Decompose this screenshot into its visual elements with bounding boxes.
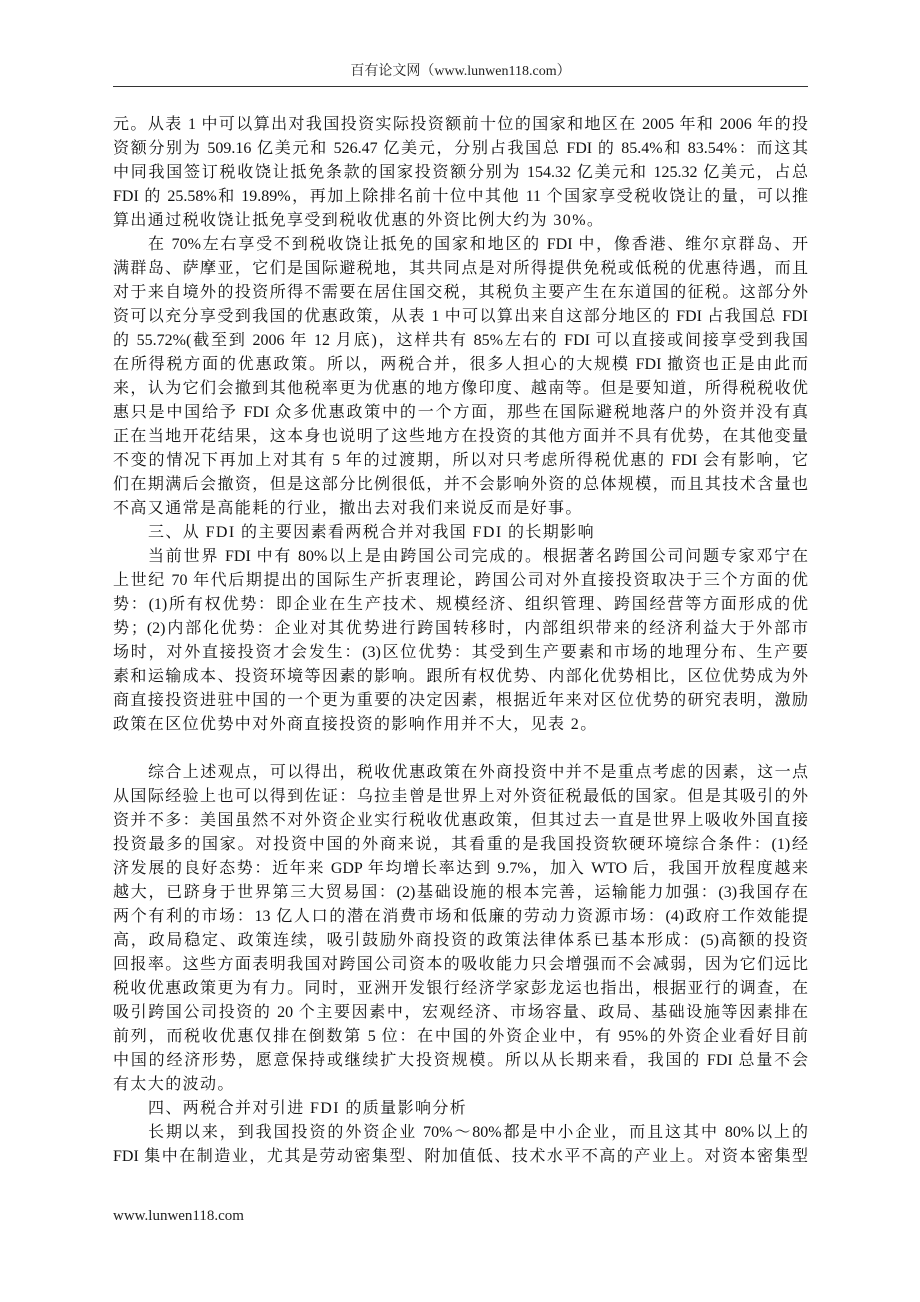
section-heading-3: 三、从 FDI 的主要因素看两税合并对我国 FDI 的长期影响	[148, 524, 595, 541]
text-line: 两个有利的市场：13 亿人口的潜在消费市场和低廉的劳动力资源市场：(4)政府工作效能提	[113, 908, 808, 925]
text-line: 前列，而税收优惠仅排在倒数第 5 位：在中国的外资企业中，有 95%的外资企业看好目前	[113, 1028, 808, 1045]
text-line: 综合上述观点，可以得出，税收优惠政策在外商投资中并不是重点考虑的因素，这一点	[148, 764, 808, 781]
text-line: 在 70%左右享受不到税收饶让抵免的国家和地区的 FDI 中，像香港、维尔京群岛、开	[148, 236, 808, 253]
text-line: 资额分别为 509.16 亿美元和 526.47 亿美元，分别占我国总 FDI 的 85.4%和 83.54%：而这其	[113, 140, 808, 157]
text-line: FDI 集中在制造业，尤其是劳动密集型、附加值低、技术水平不高的产业上。对资本密集型	[113, 1148, 808, 1165]
text-line: 满群岛、萨摩亚，它们是国际避税地，其共同点是对所得提供免税或低税的优惠待遇，而且	[113, 260, 808, 277]
text-line: 资并不多：美国虽然不对外资企业实行税收优惠政策，但其过去一直是世界上吸收外国直接	[113, 812, 808, 829]
text-line: FDI 的 25.58%和 19.89%，再加上除排名前十位中其他 11 个国家享受税收饶让的量，可以推	[113, 188, 808, 205]
paragraph-continued	[113, 113, 808, 233]
document-body	[113, 113, 808, 1169]
text-line: 长期以来，到我国投资的外资企业 70%～80%都是中小企业，而且这其中 80%以上的	[148, 1124, 808, 1141]
text-line: 对于来自境外的投资所得不需要在居住国交税，其税负主要产生在东道国的征税。这部分外	[113, 284, 808, 301]
text-line: 回报率。这些方面表明我国对跨国公司资本的吸收能力只会增强而不会减弱，因为它们远比	[113, 956, 808, 973]
paragraph-continues-next-page	[113, 1121, 808, 1169]
paragraph	[113, 761, 808, 1097]
text-line: 来，认为它们会撤到其他税率更为优惠的地方像印度、越南等。但是要知道，所得税税收优	[113, 380, 808, 397]
text-line: 的 55.72%(截至到 2006 年 12 月底)，这样共有 85%左右的 FDI 可以直接或间接享受到我国	[113, 332, 808, 349]
text-line: 元。从表 1 中可以算出对我国投资实际投资额前十位的国家和地区在 2005 年和 2006 年的投	[113, 116, 808, 133]
text-line: 吸引跨国公司投资的 20 个主要因素中，宏观经济、市场容量、政局、基础设施等因素排在	[113, 1004, 808, 1021]
text-line: 税收优惠政策更为有力。同时，亚洲开发银行经济学家彭龙运也指出，根据亚行的调查，在	[113, 980, 808, 997]
text-line: 不变的情况下再加上对其有 5 年的过渡期，所以对只考虑所得税优惠的 FDI 会有影响，它	[113, 452, 808, 469]
text-line: 有太大的波动。	[113, 1076, 235, 1093]
paragraph	[113, 545, 808, 737]
text-line: 当前世界 FDI 中有 80%以上是由跨国公司完成的。根据著名跨国公司问题专家邓宁在	[148, 548, 808, 565]
text-line: 资可以充分享受到我国的优惠政策，从表 1 中可以算出来自这部分地区的 FDI 占我国总 FDI	[113, 308, 808, 325]
text-line: 势；(2)内部化优势：企业对其优势进行跨国转移时，内部组织带来的经济利益大于外部市	[113, 620, 808, 637]
text-line: 高，政局稳定、政策连续，吸引鼓励外商投资的政策法律体系已基本形成：(5)高额的投资	[113, 932, 808, 949]
text-line: 正在当地开花结果，这本身也说明了这些地方在投资的其他方面并不具有优势，在其他变量	[113, 428, 808, 445]
text-line: 素和运输成本、投资环境等因素的影响。跟所有权优势、内部化优势相比，区位优势成为外	[113, 668, 808, 685]
text-line: 上世纪 70 年代后期提出的国际生产折衷理论，跨国公司对外直接投资取决于三个方面的优	[113, 572, 808, 589]
text-line: 政策在区位优势中对外商直接投资的影响作用并不大，见表 2。	[113, 716, 598, 733]
text-line: 商直接投资进驻中国的一个更为重要的决定因素，根据近年来对区位优势的研究表明，激励	[113, 692, 808, 709]
text-line: 越大，已跻身于世界第三大贸易国：(2)基础设施的根本完善，运输能力加强：(3)我国存在	[113, 884, 808, 901]
page-footer-url: www.lunwen118.com	[113, 1208, 244, 1224]
text-line: 惠只是中国给予 FDI 众多优惠政策中的一个方面，那些在国际避税地落户的外资并没有真	[113, 404, 808, 421]
text-line: 们在期满后会撤资，但是这部分比例很低，并不会影响外资的总体规模，而且其技术含量也	[113, 476, 808, 493]
text-line: 不高又通常是高能耗的行业，撤出去对我们来说反而是好事。	[113, 500, 583, 517]
header-divider	[113, 86, 808, 87]
text-line: 投资最多的国家。对投资中国的外商来说，其看重的是我国投资软硬环境综合条件：(1)经	[113, 836, 808, 853]
text-line: 中同我国签订税收饶让抵免条款的国家投资额分别为 154.32 亿美元和 125.32 亿美元，占总	[113, 164, 808, 181]
text-line: 势：(1)所有权优势：即企业在生产技术、规模经济、组织管理、跨国经营等方面形成的优	[113, 596, 808, 613]
page-header-title: 百有论文网（www.lunwen118.com）	[350, 64, 571, 79]
text-line: 在所得税方面的优惠政策。所以，两税合并，很多人担心的大规模 FDI 撤资也正是由此而	[113, 356, 808, 373]
paragraph	[113, 233, 808, 521]
text-line: 算出通过税收饶让抵免享受到税收优惠的外资比例大约为 30%。	[113, 212, 605, 229]
section-heading-4: 四、两税合并对引进 FDI 的质量影响分析	[148, 1100, 468, 1117]
text-line: 济发展的良好态势：近年来 GDP 年均增长率达到 9.7%，加入 WTO 后，我国开放程度越来	[113, 860, 808, 877]
text-line: 从国际经验上也可以得到佐证：乌拉圭曾是世界上对外资征税最低的国家。但是其吸引的外	[113, 788, 808, 805]
text-line: 中国的经济形势，愿意保持或继续扩大投资规模。所以从长期来看，我国的 FDI 总量不会	[113, 1052, 808, 1069]
text-line: 场时，对外直接投资才会发生：(3)区位优势：其受到生产要素和市场的地理分布、生产要	[113, 644, 808, 661]
